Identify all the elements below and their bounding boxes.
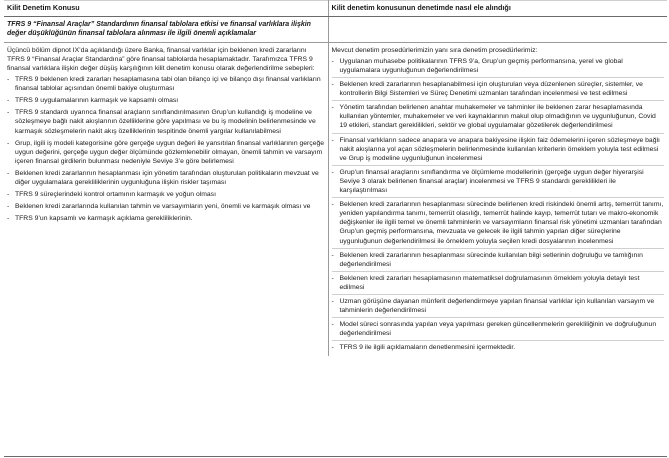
right-bullet-list [332, 57, 665, 355]
list-item: - Uygulanan muhasebe politikalarının TFRS 9’a, Grup’un geçmiş performansına, yerel ve global uygulamalara uygunluğunun değerlendirilmesi [332, 57, 665, 78]
topic-title-row [4, 17, 667, 43]
list-item: - TFRS 9 beklenen kredi zararları hesaplamasına tabi olan bilanço içi ve bilanço dışı finansal varlıkların finansal tablolar açısından önemli bakiye oluşturması [7, 75, 325, 94]
list-item: - Yönetim tarafından belirlenen anahtar muhakemeler ve tahminler ile beklenen zarar hesaplamasında kullanılan yöntemler, muhakemeler ve veri kaynaklarının makul olup olmadığının ve uygunluğunun, Covid 19 etkileri, standart gereklilikleri, sektör ve global uygulamalar gözetilerek değerlendirilmesi [332, 103, 665, 133]
left-intro: Üçüncü bölüm dipnot IX’da açıklandığı üzere Banka, finansal varlıklar için beklenen kredi zararlarını TFRS 9 “Finansal Araçlar Standardına” göre finansal tablolarda hesaplamaktadır. Tarafımızca TFRS 9 finansal varlıklara ilişkin değer düşüş karşılığının kilit denetim konusu olarak değerlendirilme sebepleri: [7, 46, 315, 72]
list-item: - Grup, ilgili iş modeli kategorisine göre gerçeğe uygun değeri ile yansıtılan finansal varlıklarının gerçeğe uygun değerini, gerçeğe uygun değer ölçümünde gözlemlenebilir olmayan, önemli tahmin ve varsayım içeren finansal girdilerin bulunması nedeniyle Seviye 3’e göre belirlemesi [7, 139, 325, 167]
list-item: - TFRS 9 uygulamalarının karmaşık ve kapsamlı olması [7, 96, 325, 106]
left-column-content [4, 42, 328, 356]
list-item: - Grup’un finansal araçlarını sınıflandırma ve ölçümleme modellerinin (gerçeğe uygun değer hiyerarşisi Seviye 3 olarak belirlenen finansal araçlar) incelenmesi ve TFRS 9 standardı gereklilikleri ile karşılaştırılması [332, 168, 665, 198]
topic-body-row [4, 42, 667, 356]
bottom-divider [4, 456, 667, 457]
key-audit-matters-table [4, 0, 667, 356]
list-item: - Beklenen kredi zararlarında kullanılan tahmin ve varsayımların yeni, önemli ve karmaşık olması ve [7, 202, 325, 212]
list-item: - Beklenen kredi zararları hesaplamasının matematiksel doğrulamasının örneklem yoluyla detaylı test edilmesi [332, 274, 665, 295]
list-item: - TFRS 9 süreçlerindeki kontrol ortamının karmaşık ve yoğun olması [7, 190, 325, 200]
list-item: - TFRS 9 ile ilgili açıklamaların denetlenmesini içermektedir. [332, 343, 665, 354]
topic-title-empty-cell [328, 17, 667, 43]
list-item: - Beklenen kredi zararlarının hesaplanması sürecinde kullanılan bilgi setlerinin doğruluğu ve tamlığının değerlendirilmesi [332, 251, 665, 272]
list-item: - Beklenen kredi zararlarının hesaplanabilmesi için oluşturulan veya düzenlenen süreçler, sistemler, ve kontrollerin Bilgi Sistemleri ve Süreç Denetimi uzmanları tarafından incelenmesi ve test edilmesi [332, 80, 665, 101]
right-intro: Mevcut denetim prosedürlerimizin yanı sıra denetim prosedürlerimiz: [331, 46, 538, 54]
list-item: - Beklenen kredi zararlarının hesaplanması sürecinde belirlenen kredi riskindeki önemli artış, temerrüt tanımı, yeniden yapılandırma tanımı, temerrüt olasılığı, temerrüt halinde kayıp, temerrüt tutarı ve makro-ekonomik değişkenler ile ilgili temel ve önemli tahminlerin ve varsayımların finansal risk yönetimi uzmanları tarafından Grup’un geçmiş performansına, mevzuata ve gelecek ile ilgili tahmin yapılan diğer süreçlerine uygunluğunun değerlendirilmesi ile örneklem yoluyla seçilen kredi dosyalarının incelenmesi [332, 200, 665, 248]
left-bullet-list [7, 75, 325, 224]
header-how-addressed: Kilit denetim konusunun denetimde nasıl ele alındığı [328, 1, 667, 17]
topic-title: TFRS 9 “Finansal Araçlar” Standardının finansal tablolara etkisi ve finansal varlıklara ilişkin değer düşüklüğünün finansal tablolara alınması ile ilgili önemli açıklamalar [4, 17, 328, 43]
list-item: - Finansal varlıkların sadece anapara ve anapara bakiyesine ilişkin faiz ödemelerini içeren sözleşmeye bağlı nakit akışlarına yol açan sözleşmelerin belirlenmesinde kullanılan kriterlerin örneklem yoluyla test edilmesi ve Grup iş modeline uygunluğunun incelenmesi [332, 136, 665, 166]
list-item: - TFRS 9 standardı uyarınca finansal araçların sınıflandırılmasının Grup’un kullandığı iş modeline ve sözleşmeye bağlı nakit akışlarının özelliklerine göre yapılması ve bu iş modelinin belirlenmesinde ve karmaşık sözleşmelerin nakit akış özelliklerinin tespitinde önemli yargılar kullanılabilmesi [7, 108, 325, 136]
table-header-row [4, 1, 667, 17]
list-item: - TFRS 9’un kapsamlı ve karmaşık açıklama gerekliliklerinin. [7, 214, 325, 224]
header-key-audit-matter: Kilit Denetim Konusu [4, 1, 328, 17]
list-item: - Beklenen kredi zararlarının hesaplanması için yönetim tarafından oluşturulan politikaların mevzuat ve diğer uygulamalara gerekliliklerinin uygunluğuna ilişkin riskler taşıması [7, 169, 325, 188]
right-column-content [328, 42, 667, 356]
list-item: - Model süreci sonrasında yapılan veya yapılması gereken güncellenmelerin gerekliliğinin ve doğruluğunun değerlendirilmesi [332, 320, 665, 341]
list-item: - Uzman görüşüne dayanan münferit değerlendirmeye yapılan finansal varlıklar için kullanılan varsayım ve tahminlerin değerlendirilmesi [332, 297, 665, 318]
